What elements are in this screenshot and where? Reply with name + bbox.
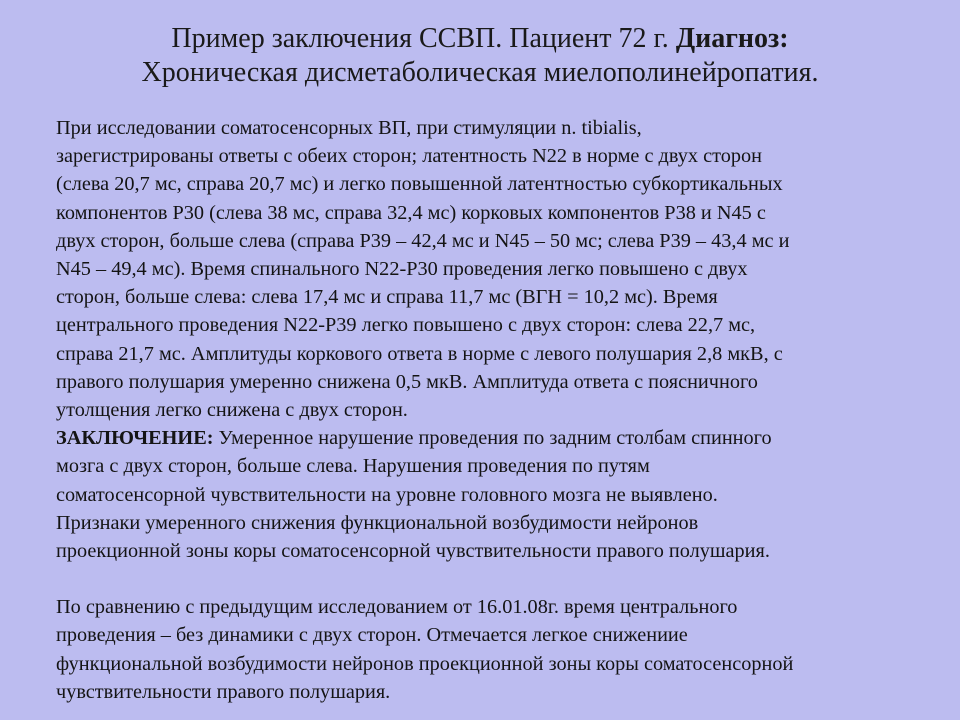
findings-line: правого полушария умеренно снижена 0,5 мкВ. Амплитуда ответа с поясничного — [56, 370, 758, 393]
conclusion-paragraph — [56, 424, 936, 565]
findings-line: N45 – 49,4 мс). Время спинального N22-Р30 проведения легко повышено с двух — [56, 258, 748, 281]
conclusion-first-line-text: Умеренное нарушение проведения по задним столбам спинного — [213, 427, 772, 450]
paragraph-spacer — [56, 565, 936, 593]
conclusion-line: соматосенсорной чувствительности на уровне головного мозга не выявлено. — [56, 483, 718, 506]
findings-line: компонентов Р30 (слева 38 мс, справа 32,4 мс) корковых компонентов Р38 и N45 с — [56, 201, 766, 224]
conclusion-label: ЗАКЛЮЧЕНИЕ: — [56, 427, 214, 450]
diagnosis-label: Диагноз: — [675, 23, 789, 54]
comparison-line: проведения – без динамики с двух сторон. Отмечается легкое снижениие — [56, 624, 688, 647]
findings-paragraph — [56, 114, 936, 424]
title-line-1 — [40, 22, 920, 56]
title-line-2: Хроническая дисметаболическая миелополинейропатия. — [141, 57, 819, 88]
findings-line: центрального проведения N22-Р39 легко повышено с двух сторон: слева 22,7 мс, — [56, 314, 756, 337]
report-body — [56, 114, 936, 706]
findings-line: справа 21,7 мс. Амплитуды коркового ответа в норме с левого полушария 2,8 мкВ, с — [56, 342, 783, 365]
title-line-1-text: Пример заключения ССВП. Пациент 72 г. — [171, 23, 676, 54]
comparison-line: функциональной возбудимости нейронов проекционной зоны коры соматосенсорной — [56, 652, 794, 675]
conclusion-line: Признаки умеренного снижения функциональной возбудимости нейронов — [56, 511, 699, 534]
findings-line: двух сторон, больше слева (справа Р39 – 42,4 мс и N45 – 50 мс; слева Р39 – 43,4 мс и — [56, 229, 790, 252]
findings-line: утолщения легко снижена с двух сторон. — [56, 399, 408, 422]
conclusion-line — [56, 424, 936, 452]
conclusion-line: мозга с двух сторон, больше слева. Нарушения проведения по путям — [56, 455, 650, 478]
comparison-paragraph — [56, 593, 936, 706]
conclusion-line: проекционной зоны коры соматосенсорной чувствительности правого полушария. — [56, 540, 770, 563]
findings-line: сторон, больше слева: слева 17,4 мс и справа 11,7 мс (ВГН = 10,2 мс). Время — [56, 286, 718, 309]
slide-title — [40, 22, 920, 90]
comparison-line: По сравнению с предыдущим исследованием от 16.01.08г. время центрального — [56, 596, 738, 619]
findings-line: зарегистрированы ответы с обеих сторон; латентность N22 в норме с двух сторон — [56, 145, 762, 168]
comparison-line: чувствительности правого полушария. — [56, 680, 391, 703]
findings-line: При исследовании соматосенсорных ВП, при стимуляции n. tibialis, — [56, 117, 642, 139]
findings-line: (слева 20,7 мс, справа 20,7 мс) и легко повышенной латентностью субкортикальных — [56, 173, 783, 196]
